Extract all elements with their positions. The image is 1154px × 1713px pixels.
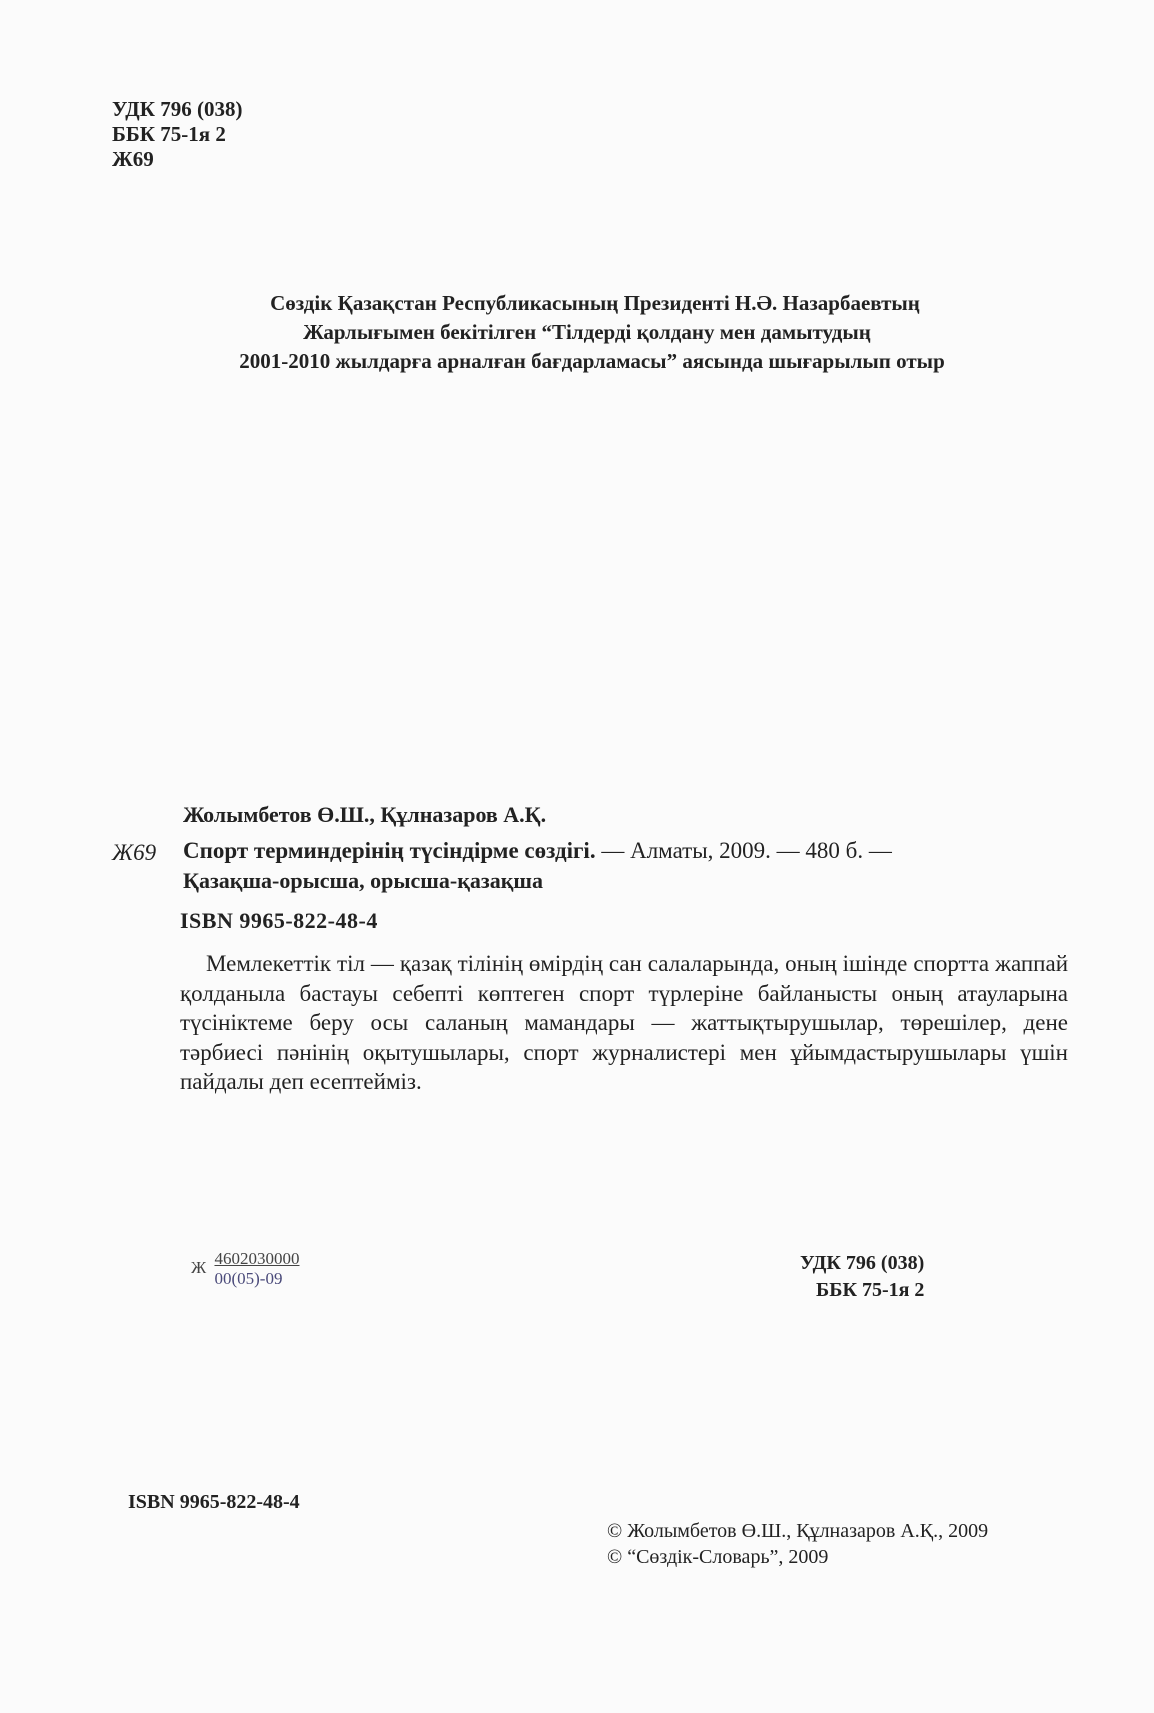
stamp-top: 4602030000 (214, 1249, 300, 1268)
bbk-code-right: ББК 75-1я 2 (816, 1279, 925, 1301)
author-sign: Ж69 (112, 147, 154, 171)
annotation (180, 949, 1068, 1097)
authors: Жолымбетов Ө.Ш., Құлназаров А.Қ. (183, 802, 547, 827)
annotation-text: Мемлекеттік тіл — қазақ тілінің өмірдің сан салаларында, оның ішінде спортта жаппай қолданыла бастауы себепті көптеген спорт түрлеріне байланысты оның атауларына түсініктеме беру осы саланың мамандары — жаттықтырушылар, төрешілер, дене тәрбиесі пәнінің оқытушылары, спорт журналистері мен ұйымдастырушылары үшін пайдалы деп есептейміз. (180, 951, 1068, 1094)
classification-codes-right (800, 1250, 924, 1304)
decree-line-1: Сөздік Қазақстан Республикасының Президенті Н.Ә. Назарбаевтың (270, 291, 920, 315)
udc-code-right: УДК 796 (038) (800, 1252, 925, 1274)
book-languages: Қазақша-орысша, орысша-қазақша (183, 868, 543, 893)
stamp-bottom: 00(05)-09 (214, 1269, 283, 1288)
publication-decree (0, 289, 1154, 376)
decree-line-2: Жарлығымен бекітілген “Тілдерді қолдану мен дамытудың (303, 320, 871, 344)
bibliography-title-line (183, 838, 892, 864)
isbn-bottom: ISBN 9965-822-48-4 (128, 1491, 300, 1513)
decree-line-3: 2001-2010 жылдарға арналған бағдарламасы” аясында шығарылып отыр (239, 349, 945, 373)
bbk-code: ББК 75-1я 2 (112, 122, 226, 146)
bleed-through-text (390, 96, 890, 126)
book-title: Спорт терминдерінің түсіндірме сөздігі. (183, 838, 596, 863)
stamp (191, 1249, 299, 1289)
copyright-authors: © Жолымбетов Ө.Ш., Құлназаров А.Қ., 2009 (607, 1520, 989, 1542)
isbn-main: ISBN 9965-822-48-4 (180, 908, 378, 933)
copyright-block (607, 1518, 988, 1570)
bibliography-code: Ж69 (112, 840, 157, 865)
book-imprint: — Алматы, 2009. — 480 б. — (595, 838, 892, 863)
udc-code: УДК 796 (038) (112, 97, 243, 121)
bleed-through-title (420, 520, 450, 647)
copyright-publisher: © “Сөздік-Словарь”, 2009 (607, 1546, 829, 1568)
classification-block (112, 97, 242, 172)
stamp-letter: Ж (191, 1257, 207, 1277)
